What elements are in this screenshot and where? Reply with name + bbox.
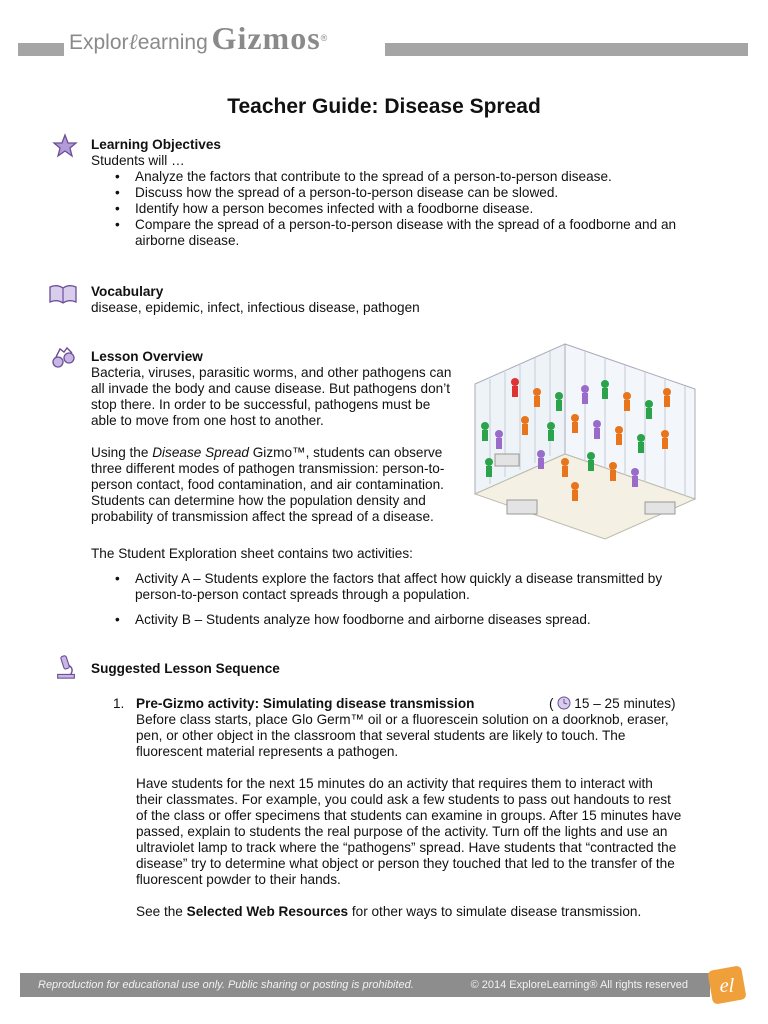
activities-section <box>91 546 691 628</box>
binoculars-icon <box>50 345 76 371</box>
microscope-icon <box>53 654 79 680</box>
brand-prefix: Explor <box>69 31 129 54</box>
list-item: • Analyze the factors that contribute to the spread of a person-to-person disease. <box>135 169 681 185</box>
overview-section <box>91 349 453 525</box>
list-item: • Discuss how the spread of a person-to-person disease can be slowed. <box>135 185 681 201</box>
list-item: • Activity B – Students analyze how foodborne and airborne diseases spread. <box>135 612 681 628</box>
book-icon <box>48 281 78 307</box>
step-body <box>136 712 682 920</box>
brand-gizmos: Gizmos <box>211 20 321 56</box>
footer-bar <box>20 973 710 997</box>
step-number: 1. <box>113 696 125 711</box>
page-title: Teacher Guide: Disease Spread <box>227 95 541 118</box>
sheet-intro: The Student Exploration sheet contains two activities: <box>91 546 413 561</box>
objectives-intro: Students will … <box>91 153 185 168</box>
step-duration: ( 15 – 25 minutes) <box>549 696 676 711</box>
explorelearning-logo-icon <box>706 964 748 1006</box>
vocabulary-text: disease, epidemic, infect, infectious disease, pathogen <box>91 300 420 315</box>
brand-reg: ® <box>320 33 328 43</box>
footer-copyright: © 2014 ExploreLearning® All rights reserved <box>470 979 688 991</box>
footer-notice: Reproduction for educational use only. Public sharing or posting is prohibited. <box>38 979 414 991</box>
objectives-list <box>135 169 681 249</box>
list-item: • Identify how a person becomes infected with a foodborne disease. <box>135 201 681 217</box>
step-title: Pre-Gizmo activity: Simulating disease transmission <box>136 696 475 711</box>
star-icon <box>52 133 78 159</box>
sequence-heading: Suggested Lesson Sequence <box>91 661 280 676</box>
vocabulary-section <box>91 284 691 316</box>
step-para-1: Before class starts, place Glo Germ™ oil or a fluorescein solution on a doorknob, eraser, pen, or other object in the classroom that several students are likely to touch. The fluorescent material represents a pathogen. <box>136 712 669 759</box>
brand-logo <box>69 20 328 56</box>
brand-script-l: ℓ <box>128 29 138 54</box>
objectives-heading: Learning Objectives <box>91 137 221 152</box>
list-item: • Compare the spread of a person-to-person disease with the spread of a foodborne and an airborne disease. <box>135 217 681 249</box>
gizmo-illustration <box>455 334 710 545</box>
clock-icon <box>557 696 571 710</box>
step-para-3: See the Selected Web Resources for other ways to simulate disease transmission. <box>136 904 642 919</box>
activities-list <box>135 571 681 628</box>
overview-para-1: Bacteria, viruses, parasitic worms, and other pathogens can all invade the body and cause disease. But pathogens don’t stop there. In order to be successful, pathogens must be able to move from one host to another. <box>91 365 452 428</box>
header-bar-left <box>18 43 64 56</box>
list-item: • Activity A – Students explore the factors that affect how quickly a disease transmitted by person-to-person contact spreads through a population. <box>135 571 681 603</box>
logo-text: el <box>719 975 735 997</box>
brand-mid: earning <box>137 31 208 54</box>
vocabulary-heading: Vocabulary <box>91 284 164 299</box>
objectives-section <box>91 137 691 249</box>
overview-para-2: Using the Disease Spread Gizmo™, students can observe three different modes of pathogen transmission: person-to-person contact, food contamination, and air contamination. Students can determine how the population density and probability of transmission affect the spread of a disease. <box>91 445 445 524</box>
header-bar-right <box>385 43 748 56</box>
step-para-2: Have students for the next 15 minutes do an activity that requires them to interact with their classmates. For example, you could ask a few students to pass out handouts to rest of the class or offer specimens that students can examine in groups. After 15 minutes have passed, explain to students the real purpose of the activity. Turn off the lights and use an ultraviolet lamp to track where the “pathogens” spread. Have students that “contracted the disease” try to determine what object or person they touched that led to the transfer of the fluorescent powder to their hands. <box>136 776 682 887</box>
overview-heading: Lesson Overview <box>91 349 203 364</box>
